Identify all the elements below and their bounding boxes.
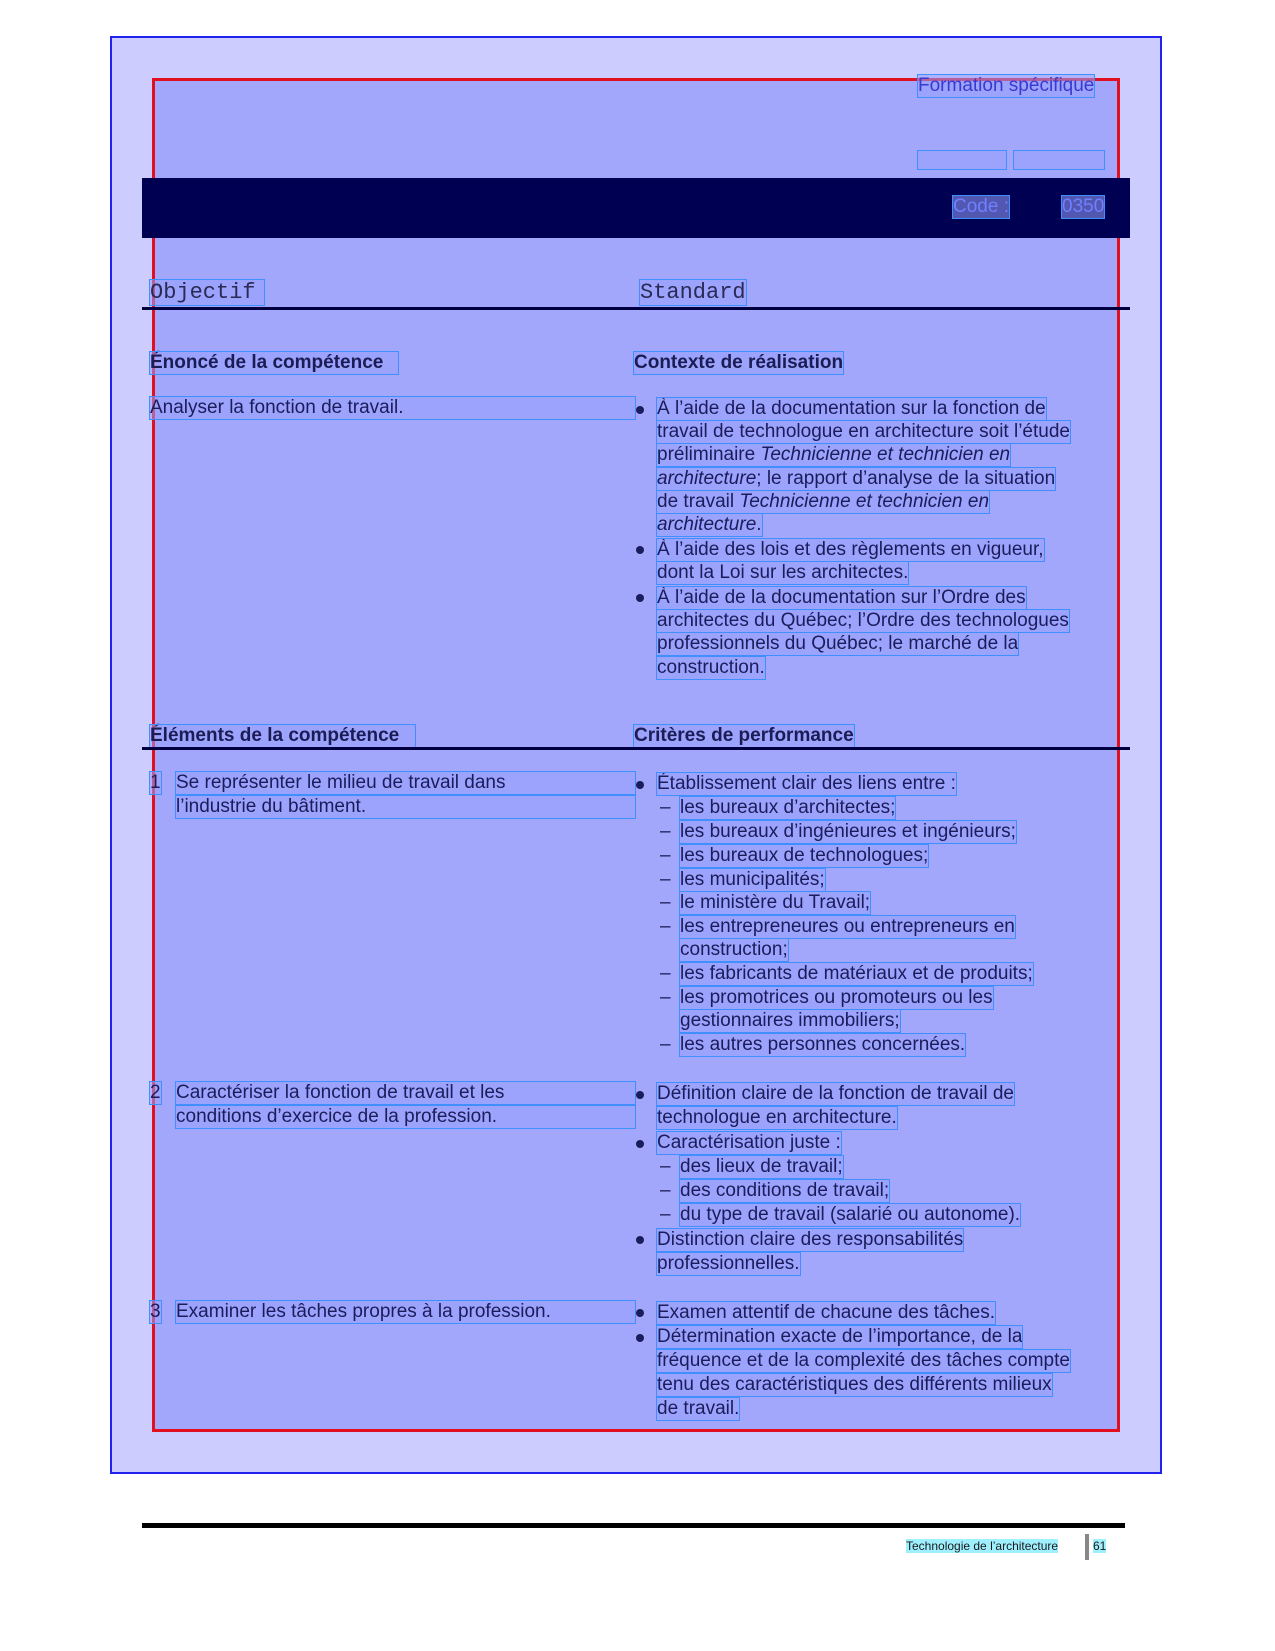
footer-separator [1085,1534,1089,1560]
element-text: conditions d’exercice de la profession. [176,1106,635,1128]
criterion-item: les autres personnes concernées. [680,1034,966,1055]
dash-icon: – [660,892,671,913]
criterion-line: Examen attentif de chacune des tâches. [657,1302,995,1323]
competence-statement: Analyser la fonction de travail. [150,397,635,419]
header-rule [142,307,1130,310]
context-line: construction. [657,657,765,678]
criterion-line: Détermination exacte de l’importance, de la [657,1326,1023,1347]
element-text: Examiner les tâches propres à la profession. [176,1301,635,1323]
context-line: préliminaire Technicienne et technicien en [657,444,1011,465]
dash-icon: – [660,1204,671,1225]
context-heading: Contexte de réalisation [634,352,844,373]
standard-label: Standard [640,280,746,305]
context-line: À l’aide de la documentation sur la fonction de [657,398,1046,419]
objective-label: Objectif [150,280,264,305]
element-text: l’industrie du bâtiment. [176,796,635,818]
element-number: 2 [150,1082,161,1103]
criterion-item: les entrepreneures ou entrepreneurs en [680,916,1015,937]
elements-heading: Éléments de la compétence [150,725,415,747]
criterion-item: du type de travail (salarié ou autonome). [680,1204,1021,1225]
context-line: À l’aide de la documentation sur l’Ordre des [657,587,1026,608]
criterion-line: tenu des caractéristiques des différents milieux [657,1374,1052,1395]
criterion-item: des lieux de travail; [680,1156,843,1177]
criterion-item: construction; [680,939,788,960]
criterion-line: Définition claire de la fonction de travail de [657,1083,1014,1104]
dash-icon: – [660,845,671,866]
criterion-item: des conditions de travail; [680,1180,890,1201]
criterion-line: Caractérisation juste : [657,1132,841,1153]
dash-icon: – [660,1034,671,1055]
program-label: Formation spécifique [918,75,1095,96]
criterion-item: les bureaux de technologues; [680,845,929,866]
header-box-right [1014,151,1104,169]
dash-icon: – [660,1156,671,1177]
bullet-icon [636,1309,644,1317]
context-line: architecture; le rapport d’analyse de la situation [657,468,1056,489]
bullet-icon [636,1236,644,1244]
section-rule [142,747,1130,750]
criterion-line: Établissement clair des liens entre : [657,773,956,794]
context-line: professionnels du Québec; le marché de la [657,633,1019,654]
context-line: travail de technologue en architecture soit l’étude [657,421,1070,442]
element-text: Caractériser la fonction de travail et les [176,1082,635,1104]
criterion-item: les fabricants de matériaux et de produits; [680,963,1033,984]
criterion-line: fréquence et de la complexité des tâches compte [657,1350,1070,1371]
criterion-item: les bureaux d’ingénieures et ingénieurs; [680,821,1016,842]
statement-heading: Énoncé de la compétence [150,352,398,374]
page-number: 61 [1093,1539,1107,1553]
context-line: de travail Technicienne et technicien en [657,491,990,512]
bullet-icon [636,594,644,602]
footer-title: Technologie de l’architecture [906,1539,1059,1553]
context-line: architecture. [657,514,762,535]
criterion-line: de travail. [657,1398,740,1419]
dash-icon: – [660,869,671,890]
criterion-item: le ministère du Travail; [680,892,871,913]
bullet-icon [636,1334,644,1342]
bullet-icon [636,781,644,789]
criterion-line: technologue en architecture. [657,1107,897,1128]
code-label: Code : [953,196,1009,217]
dash-icon: – [660,987,671,1008]
dash-icon: – [660,963,671,984]
criterion-line: professionnelles. [657,1253,800,1274]
dash-icon: – [660,916,671,937]
dash-icon: – [660,821,671,842]
element-text: Se représenter le milieu de travail dans [176,772,635,794]
bullet-icon [636,546,644,554]
criterion-item: gestionnaires immobiliers; [680,1010,900,1031]
criterion-item: les municipalités; [680,869,825,890]
footer-rule [142,1523,1125,1528]
bullet-icon [636,1140,644,1148]
bullet-icon [636,406,644,414]
context-line: À l’aide des lois et des règlements en vigueur, [657,539,1044,560]
element-number: 3 [150,1301,161,1322]
criterion-line: Distinction claire des responsabilités [657,1229,964,1250]
dash-icon: – [660,797,671,818]
context-line: dont la Loi sur les architectes. [657,562,909,583]
code-value: 0350 [1062,196,1105,217]
element-number: 1 [150,772,161,793]
header-box-left [918,151,1006,169]
criteria-heading: Critères de performance [634,725,854,746]
bullet-icon [636,1091,644,1099]
content-frame [152,78,1120,1432]
criterion-item: les bureaux d’architectes; [680,797,896,818]
dash-icon: – [660,1180,671,1201]
criterion-item: les promotrices ou promoteurs ou les [680,987,993,1008]
context-line: architectes du Québec; l’Ordre des technologues [657,610,1069,631]
